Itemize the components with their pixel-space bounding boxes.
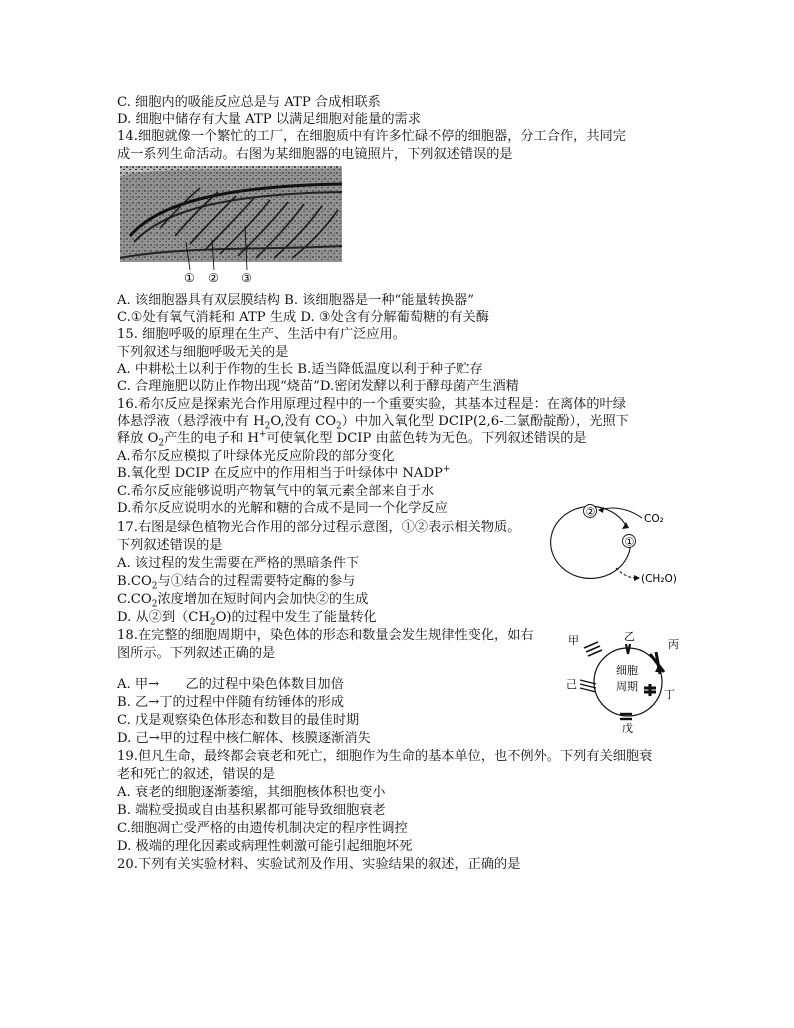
q16-option-b: B.氧化型 DCIP 在反应中的作用相当于叶绿体中 NADP+ [117, 464, 451, 481]
stage-label-ji: 己 [566, 678, 577, 691]
q17-option-a: A. 该过程的发生需要在严格的黑暗条件下 [117, 556, 360, 571]
q19-option-d: D. 极端的理化因素或病理性刺激可能引起细胞坏死 [117, 839, 413, 854]
mitochondrion-micrograph [120, 166, 342, 286]
q18-option-c: C. 戊是观察染色体形态和数目的最佳时期 [117, 713, 360, 728]
q16-option-a: A.希尔反应模拟了叶绿体光反应阶段的部分变化 [117, 449, 395, 464]
q14-stem-line1: 14.细胞就像一个繁忙的工厂，在细胞质中有许多忙碌不停的细胞器，分工合作，共同完 [117, 129, 626, 144]
q19-stem-line2: 老和死亡的叙述，错误的是 [117, 767, 276, 782]
q14-options-ab: A. 该细胞器具有双层膜结构 B. 该细胞器是一种“能量转换器” [117, 293, 474, 308]
stage-label-wu: 戊 [622, 722, 633, 734]
q17-stem-line1: 17.右图是绿色植物光合作用的部分过程示意图，①②表示相关物质。 [117, 520, 521, 535]
q19-option-b: B. 端粒受损或自由基积累都可能导致细胞衰老 [117, 803, 386, 818]
q14-options-cd: C.①处有氧气消耗和 ATP 生成 D. ③处含有分解葡萄糖的有关酶 [117, 310, 489, 325]
stage-label-ding: 丁 [664, 688, 675, 701]
q18-option-a: A. 甲→ 乙的过程中染色体数目加倍 [117, 677, 344, 692]
q18-stem-line2: 图所示。下列叙述正确的是 [117, 646, 276, 661]
q20-stem: 20.下列有关实验材料、实验试剂及作用、实验结果的叙述，正确的是 [117, 857, 521, 872]
stage-label-jia: 甲 [568, 634, 579, 647]
ch2o-label: (CH₂O) [641, 573, 677, 585]
chromosome-jia-icon [584, 642, 602, 656]
q19-option-a: A. 衰老的细胞逐渐萎缩，其细胞核体积也变小 [117, 785, 386, 800]
q15-options-ab: A. 中耕松土以利于作物的生长 B.适当降低温度以利于种子贮存 [117, 362, 483, 377]
q15-options-cd: C. 合理施肥以防止作物出现“烧苗”D.密闭发酵以利于酵母菌产生酒精 [117, 379, 519, 394]
cycle-label-2: ② [585, 505, 596, 519]
micrograph-label-1: ① [184, 271, 195, 285]
stage-label-yi: 乙 [624, 630, 635, 643]
q16-stem-line1: 16.希尔反应是探索光合作用原理过程中的一个重要实验，其基本过程是：在离体的叶绿 [117, 397, 626, 412]
q16-option-d: D.希尔反应说明水的光解和糖的合成不是同一个化学反应 [117, 501, 448, 516]
q17-option-b: $B.CO_2$与①结合的过程需要特定酶的参与 [117, 574, 356, 592]
q17-stem-line2: 下列叙述错误的是 [117, 538, 223, 553]
q19-stem-line1: 19.但凡生命，最终都会衰老和死亡，细胞作为生命的基本单位，也不例外。下列有关细胞衰 [117, 749, 653, 764]
micrograph-label-2: ② [208, 271, 219, 285]
co2-label: CO₂ [644, 513, 664, 525]
q15-stem-line2: 下列叙述与细胞呼吸无关的是 [117, 345, 289, 360]
cycle-center-line2: 周期 [616, 680, 638, 693]
stage-label-bing: 丙 [668, 638, 679, 651]
chromosome-ding-icon [644, 684, 656, 696]
q17-option-d: D. 从②到$(CH_2O)$的过程中发生了能量转化 [117, 610, 377, 628]
chromosome-yi-icon [626, 644, 630, 654]
cycle-arrowhead-icon [622, 522, 629, 529]
ch2o-arrow-icon [634, 575, 640, 581]
micrograph-label-3: ③ [241, 271, 252, 285]
q16-stem-line3: 释放 $O_2$产生的电子和 H+可使氧化型 DCIP 由蓝色转为无色。下列叙述错误的是 [117, 429, 587, 449]
q14-stem-line2: 成一系列生命活动。右图为某细胞器的电镜照片，下列叙述错误的是 [117, 147, 513, 162]
calvin-cycle-diagram [530, 496, 690, 596]
cell-cycle-diagram [560, 628, 700, 734]
q16-stem-line2: 体悬浮液（悬浮液中有 $H_2O$,没有 $CO_2$）中加入氧化型 DCIP(2,6-二氯酚靛酚），光照下 [117, 414, 629, 432]
cycle-label-1: ① [624, 535, 635, 549]
q18-option-b: B. 乙→丁的过程中伴随有纺锤体的形成 [117, 695, 344, 710]
cycle-center-line1: 细胞 [616, 664, 638, 677]
q17-option-c: $C.CO_2$浓度增加在短时间内会加快②的生成 [117, 592, 369, 610]
q13-option-c: C. 细胞内的吸能反应总是与 ATP 合成相联系 [117, 95, 381, 110]
q18-stem-line1: 18.在完整的细胞周期中，染色体的形态和数量会发生规律性变化，如右 [117, 628, 534, 643]
q15-stem-line1: 15. 细胞呼吸的原理在生产、生活中有广泛应用。 [117, 327, 406, 342]
q18-option-d: D. 己→甲的过程中核仁解体、核膜逐渐消失 [117, 731, 371, 746]
q19-option-c: C.细胞凋亡受严格的由遗传机制决定的程序性调控 [117, 821, 408, 836]
q16-option-c: C.希尔反应能够说明产物氧气中的氧元素全部来自于水 [117, 484, 435, 499]
q13-option-d: D. 细胞中储存有大量 ATP 以满足细胞对能量的需求 [117, 112, 421, 127]
